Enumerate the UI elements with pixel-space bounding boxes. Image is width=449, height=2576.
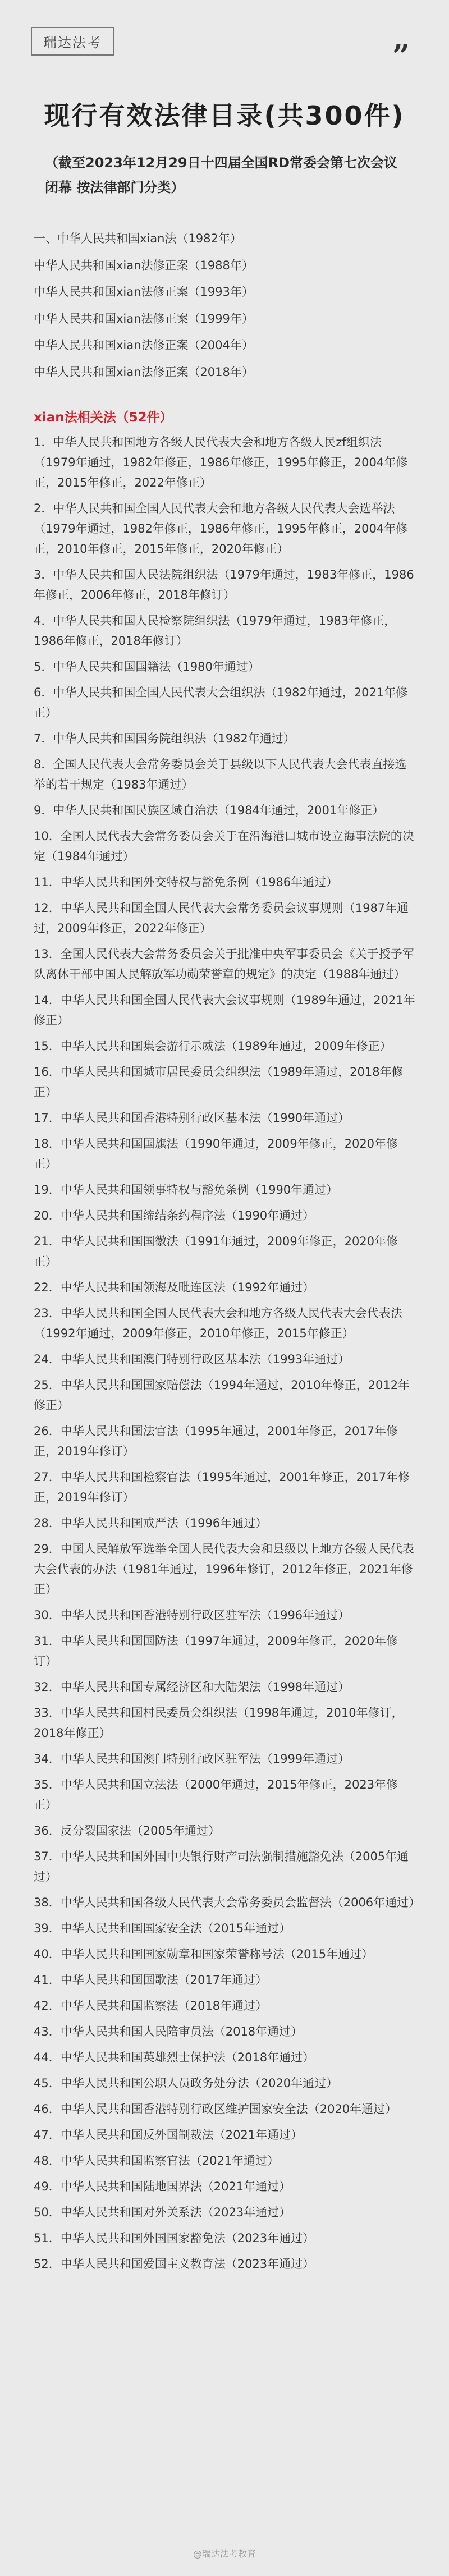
section-heading: xian法相关法（52件） (34, 410, 173, 425)
list-item: 51．中华人民共和国外国国家豁免法（2023年通过） (34, 2231, 315, 2245)
list-item: 49．中华人民共和国陆地国界法（2021年通过） (34, 2180, 291, 2193)
page-title: 现行有效法律目录(共300件) (44, 100, 405, 131)
list-item: 37．中华人民共和国外国中央银行财产司法强制措施豁免法（2005年通过） (34, 1850, 409, 1883)
list-item: 17．中华人民共和国香港特别行政区基本法（1990年通过） (34, 1111, 350, 1125)
brand-logo: 瑞达法考 (31, 27, 114, 56)
quote-icon: ” (392, 38, 410, 74)
list-item: 38．中华人民共和国各级人民代表大会常务委员会监督法（2006年通过） (34, 1896, 421, 1909)
list-item: 33．中华人民共和国村民委员会组织法（1998年通过，2010年修订，2018年修正） (34, 1706, 404, 1740)
list-item: 7．中华人民共和国国务院组织法（1982年通过） (34, 732, 295, 745)
list-item: 5．中华人民共和国国籍法（1980年通过） (34, 660, 260, 673)
list-item: 44．中华人民共和国英雄烈士保护法（2018年通过） (34, 2051, 315, 2064)
list-item: 24．中华人民共和国澳门特别行政区基本法（1993年通过） (34, 1353, 350, 1366)
list-item: 42．中华人民共和国监察法（2018年通过） (34, 1999, 268, 2013)
list-item: 18．中华人民共和国国旗法（1990年通过，2009年修正，2020年修正） (34, 1137, 398, 1171)
list-item: 48．中华人民共和国监察官法（2021年通过） (34, 2154, 280, 2167)
list-item: 34．中华人民共和国澳门特别行政区驻军法（1999年通过） (34, 1752, 350, 1766)
list-item: 21．中华人民共和国国徽法（1991年通过，2009年修正，2020年修正） (34, 1235, 398, 1268)
list-item: 43．中华人民共和国人民陪审员法（2018年通过） (34, 2025, 303, 2038)
list-item: 47．中华人民共和国反外国制裁法（2021年通过） (34, 2128, 303, 2142)
list-item: 45．中华人民共和国公职人员政务处分法（2020年通过） (34, 2077, 338, 2090)
list-item: 中华人民共和国xian法修正案（1993年） (34, 285, 254, 299)
list-item: 41．中华人民共和国国歌法（2017年通过） (34, 1973, 268, 1987)
list-item: 11．中华人民共和国外交特权与豁免条例（1986年通过） (34, 876, 338, 889)
page-subtitle: （截至2023年12月29日十四届全国RD常委会第七次会议闭幕 按法律部门分类） (45, 155, 397, 195)
list-item: 30．中华人民共和国香港特别行政区驻军法（1996年通过） (34, 1608, 350, 1622)
list-item: 32．中华人民共和国专属经济区和大陆架法（1998年通过） (34, 1680, 350, 1694)
list-item: 中华人民共和国xian法修正案（1988年） (34, 258, 254, 272)
list-item: 46．中华人民共和国香港特别行政区维护国家安全法（2020年通过） (34, 2102, 397, 2116)
list-item: 27．中华人民共和国检察官法（1995年通过，2001年修正，2017年修正，2019年修订） (34, 1470, 410, 1504)
list-item: 8．全国人民代表大会常务委员会关于县级以下人民代表大会代表直接选举的若干规定（1983年通过） (34, 758, 407, 791)
list-item: 35．中华人民共和国立法法（2000年通过，2015年修正，2023年修正） (34, 1778, 398, 1812)
list-item: 中华人民共和国xian法修正案（1999年） (34, 311, 254, 326)
list-item: 26．中华人民共和国法官法（1995年通过，2001年修正，2017年修正，2019年修订） (34, 1424, 398, 1458)
list-item: 22．中华人民共和国领海及毗连区法（1992年通过） (34, 1281, 315, 1294)
list-item: 14．中华人民共和国全国人民代表大会议事规则（1989年通过，2021年修正） (34, 993, 415, 1027)
watermark-footer: @瑞达法考教育 (193, 2549, 256, 2559)
list-item: 2．中华人民共和国全国人民代表大会和地方各级人民代表大会选举法（1979年通过，1982年修正，1986年修正，1995年修正，2004年修正，2010年修正，2015年修正，2020年修正） (34, 502, 408, 556)
list-item: 20．中华人民共和国缔结条约程序法（1990年通过） (34, 1209, 315, 1222)
list-item: 31．中华人民共和国国防法（1997年通过，2009年修正，2020年修订） (34, 1634, 398, 1668)
list-item: 12．中华人民共和国全国人民代表大会常务委员会议事规则（1987年通过，2009年修正，2022年修正） (34, 901, 409, 935)
list-item: 16．中华人民共和国城市居民委员会组织法（1989年通过，2018年修正） (34, 1065, 404, 1099)
list-item: 15．中华人民共和国集会游行示威法（1989年通过，2009年修正） (34, 1039, 392, 1053)
list-item: 52．中华人民共和国爱国主义教育法（2023年通过） (34, 2257, 315, 2271)
list-item: 25．中华人民共和国国家赔偿法（1994年通过，2010年修正，2012年修正） (34, 1378, 410, 1412)
section-heading: 一、中华人民共和国xian法（1982年） (34, 232, 242, 245)
list-item: 4．中华人民共和国人民检察院组织法（1979年通过，1983年修正，1986年修正，2018年修订） (34, 614, 396, 648)
list-item: 29．中国人民解放军选举全国人民代表大会和县级以上地方各级人民代表大会代表的办法（1981年通过，1996年修订，2012年修正，2021年修正） (34, 1542, 414, 1596)
law-list (34, 432, 421, 2280)
constitution-section (34, 230, 415, 390)
list-item: 9．中华人民共和国民族区域自治法（1984年通过，2001年修正） (34, 804, 384, 817)
list-item: 3．中华人民共和国人民法院组织法（1979年通过，1983年修正，1986年修正，2006年修正，2018年修订） (34, 568, 414, 602)
list-item: 36．反分裂国家法（2005年通过） (34, 1824, 221, 1837)
list-item: 39．中华人民共和国国家安全法（2015年通过） (34, 1922, 291, 1935)
list-item: 1．中华人民共和国地方各级人民代表大会和地方各级人民zf组织法（1979年通过，1982年修正，1986年修正，1995年修正，2004年修正，2015年修正，2022年修正） (34, 436, 408, 489)
list-item: 40．中华人民共和国国家勋章和国家荣誉称号法（2015年通过） (34, 1947, 374, 1961)
list-item: 28．中华人民共和国戒严法（1996年通过） (34, 1516, 268, 1530)
list-item: 19．中华人民共和国领事特权与豁免条例（1990年通过） (34, 1183, 338, 1197)
list-item: 50．中华人民共和国对外关系法（2023年通过） (34, 2206, 291, 2219)
list-item: 6．中华人民共和国全国人民代表大会组织法（1982年通过，2021年修正） (34, 686, 408, 719)
list-item: 13．全国人民代表大会常务委员会关于批准中央军事委员会《关于授予军队离休干部中国人民解放军功勋荣誉章的规定》的决定（1988年通过） (34, 947, 414, 981)
list-item: 23．中华人民共和国全国人民代表大会和地方各级人民代表大会代表法（1992年通过，2009年修正，2010年修正，2015年修正） (34, 1307, 402, 1340)
list-item: 中华人民共和国xian法修正案（2004年） (34, 338, 254, 352)
list-item: 中华人民共和国xian法修正案（2018年） (34, 365, 254, 379)
list-item: 10．全国人民代表大会常务委员会关于在沿海港口城市设立海事法院的决定（1984年通过） (34, 829, 414, 863)
